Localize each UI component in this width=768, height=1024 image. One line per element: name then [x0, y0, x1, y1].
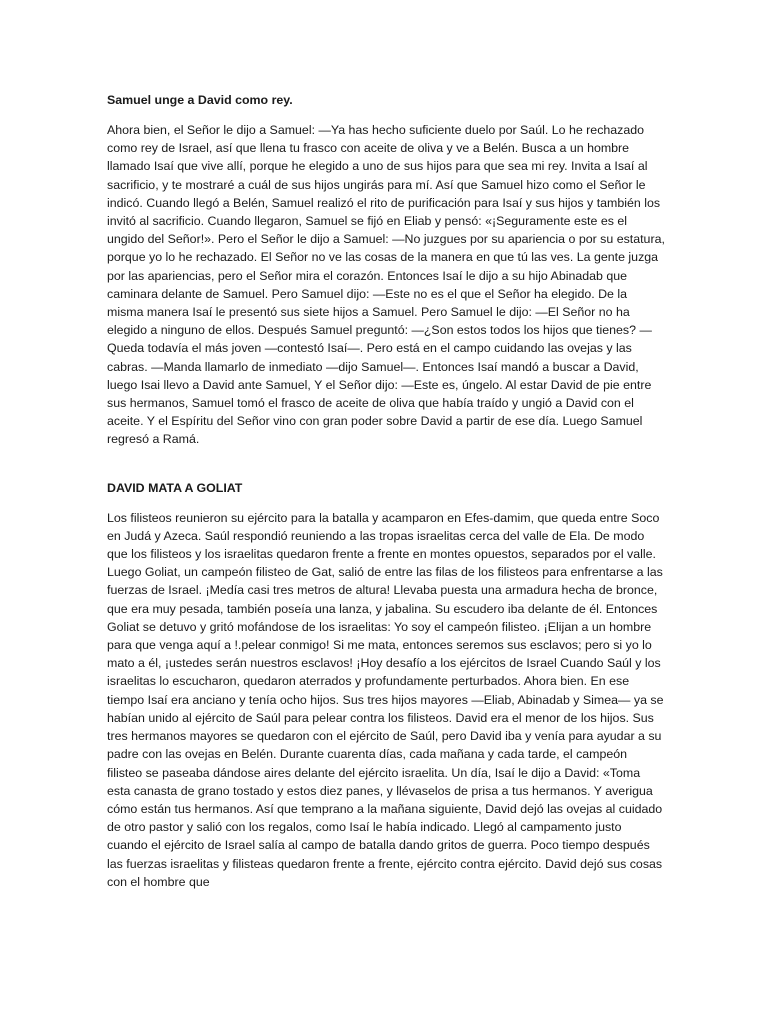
section-heading-david-mata-a-goliat: DAVID MATA A GOLIAT [107, 480, 243, 495]
section-heading-samuel-unge-a-david: Samuel unge a David como rey. [107, 93, 293, 107]
section-body-david-mata-a-goliat: Los filisteos reunieron su ejército para la batalla y acamparon en Efes-damim, que queda entre Soco en Judá y Azeca. Saúl respondió reuniendo a las tropas israelitas cerca del valle de Ela. De modo que los filisteos y los israelitas quedaron frente a frente en montes opuestos, separados por el valle. Luego Goliat, un campeón filisteo de Gat, salió de entre las filas de los filisteos para enfrentarse a las fuerzas de Israel. ¡Medía casi tres metros de altura! Llevaba puesta una armadura hecha de bronce, que era muy pesada, también poseía una lanza, y jabalina. Su escudero iba delante de él. Entonces Goliat se detuvo y gritó mofándose de los israelitas: Yo soy el campeón filisteo. ¡Elijan a un hombre para que venga aquí a !.pelear conmigo! Si me mata, entonces seremos sus esclavos; pero si yo lo mato a él, ¡ustedes serán nuestros esclavos! ¡Hoy desafío a los ejércitos de Israel Cuando Saúl y los israelitas lo escucharon, quedaron aterrados y profundamente perturbados. Ahora bien. En ese tiempo Isaí era anciano y tenía ocho hijos. Sus tres hijos mayores —Eliab, Abinadab y Simea— ya se habían unido al ejército de Saúl para pelear contra los filisteos. David era el menor de los hijos. Sus tres hermanos mayores se quedaron con el ejército de Saúl, pero David iba y venía para ayudar a su padre con las ovejas en Belén. Durante cuarenta días, cada mañana y cada tarde, el campeón filisteo se paseaba dándose aires delante del ejército israelita. Un día, Isaí le dijo a David: «Toma esta canasta de grano tostado y estos diez panes, y llévaselos de prisa a tus hermanos. Y averigua cómo están tus hermanos. Así que temprano a la mañana siguiente, David dejó las ovejas al cuidado de otro pastor y salió con los regalos, como Isaí le había indicado. Llegó al campamento justo cuando el ejército de Israel salía al campo de batalla dando gritos de guerra. Poco tiempo después las fuerzas israelitas y filisteas quedaron frente a frente, ejército contra ejército. David dejó sus cosas con el hombre que [107, 510, 664, 889]
document-content [107, 91, 665, 891]
section-body-samuel-unge-a-david: Ahora bien, el Señor le dijo a Samuel: —Ya has hecho suficiente duelo por Saúl. Lo he rechazado como rey de Israel, así que llena tu frasco con aceite de oliva y ve a Belén. Busca a un hombre llamado Isaí que vive allí, porque he elegido a uno de sus hijos para que sea mi rey. Invita a Isaí al sacrificio, y te mostraré a cuál de sus hijos ungirás para mí. Así que Samuel hizo como el Señor le indicó. Cuando llegó a Belén, Samuel realizó el rito de purificación para Isaí y sus hijos y también los invitó al sacrificio. Cuando llegaron, Samuel se fijó en Eliab y pensó: «¡Seguramente este es el ungido del Señor!». Pero el Señor le dijo a Samuel: —No juzgues por su apariencia o por su estatura, porque yo lo he rechazado. El Señor no ve las cosas de la manera en que tú las ves. La gente juzga por las apariencias, pero el Señor mira el corazón. Entonces Isaí le dijo a su hijo Abinadab que caminara delante de Samuel. Pero Samuel dijo: —Este no es el que el Señor ha elegido. De la misma manera Isaí le presentó sus siete hijos a Samuel. Pero Samuel le dijo: —El Señor no ha elegido a ninguno de ellos. Después Samuel preguntó: —¿Son estos todos los hijos que tienes? —Queda todavía el más joven —contestó Isaí—. Pero está en el campo cuidando las ovejas y las cabras. —Manda llamarlo de inmediato —dijo Samuel—. Entonces Isaí mandó a buscar a David, luego Isai llevo a David ante Samuel, Y el Señor dijo: —Este es, úngelo. Al estar David de pie entre sus hermanos, Samuel tomó el frasco de aceite de oliva que había traído y ungió a David con el aceite. Y el Espíritu del Señor vino con gran poder sobre David a partir de ese día. Luego Samuel regresó a Ramá. [107, 123, 665, 447]
